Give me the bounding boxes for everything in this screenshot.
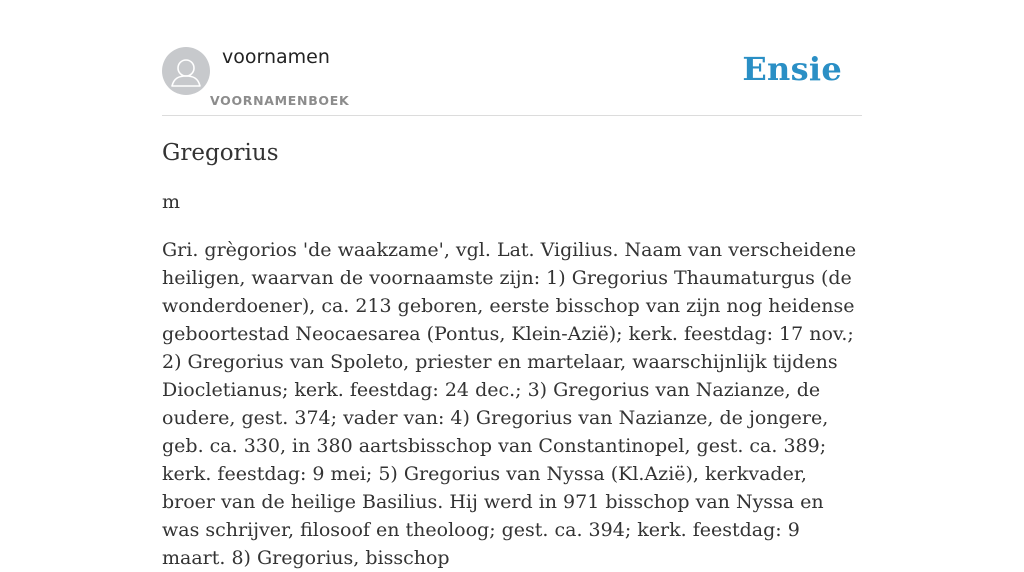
- entry-body: Gri. grègorios 'de waakzame', vgl. Lat. Vigilius. Naam van verscheidene heiligen, waarvan de voornaamste zijn: 1) Gregorius Thaumaturgus (de wonderdoener), ca. 213 geboren, eerste bisschop van zijn nog heidense geboortestad Neocaesarea (Pontus, Klein-Azië); kerk. feestdag: 17 nov.; 2) Gregorius van Spoleto, priester en martelaar, waarschijnlijk tijdens Diocletianus; kerk. feestdag: 24 dec.; 3) Gregorius van Nazianze, de oudere, gest. 374; vader van: 4) Gregorius van Nazianze, de jongere, geb. ca. 330, in 380 aartsbisschop van Constantinopel, gest. ca. 389; kerk. feestdag: 9 mei; 5) Gregorius van Nyssa (Kl.Azië), kerkvader, broer van de heilige Basilius. Hij werd in 971 bisschop van Nyssa en was schrijver, filosoof en theoloog; gest. ca. 394; kerk. feestdag: 9 maart. 8) Gregorius, bisschop: [162, 239, 857, 569]
- account-subtitle: VOORNAMENBOEK: [210, 93, 350, 108]
- avatar[interactable]: [162, 47, 210, 95]
- brand-logo[interactable]: Ensie: [742, 50, 842, 88]
- account-name-link[interactable]: voornamen: [222, 46, 330, 68]
- entry-title: Gregorius: [162, 140, 279, 166]
- user-silhouette-icon: [162, 47, 210, 95]
- entry-gender: m: [162, 191, 181, 213]
- header: [162, 0, 862, 116]
- page: [162, 0, 862, 572]
